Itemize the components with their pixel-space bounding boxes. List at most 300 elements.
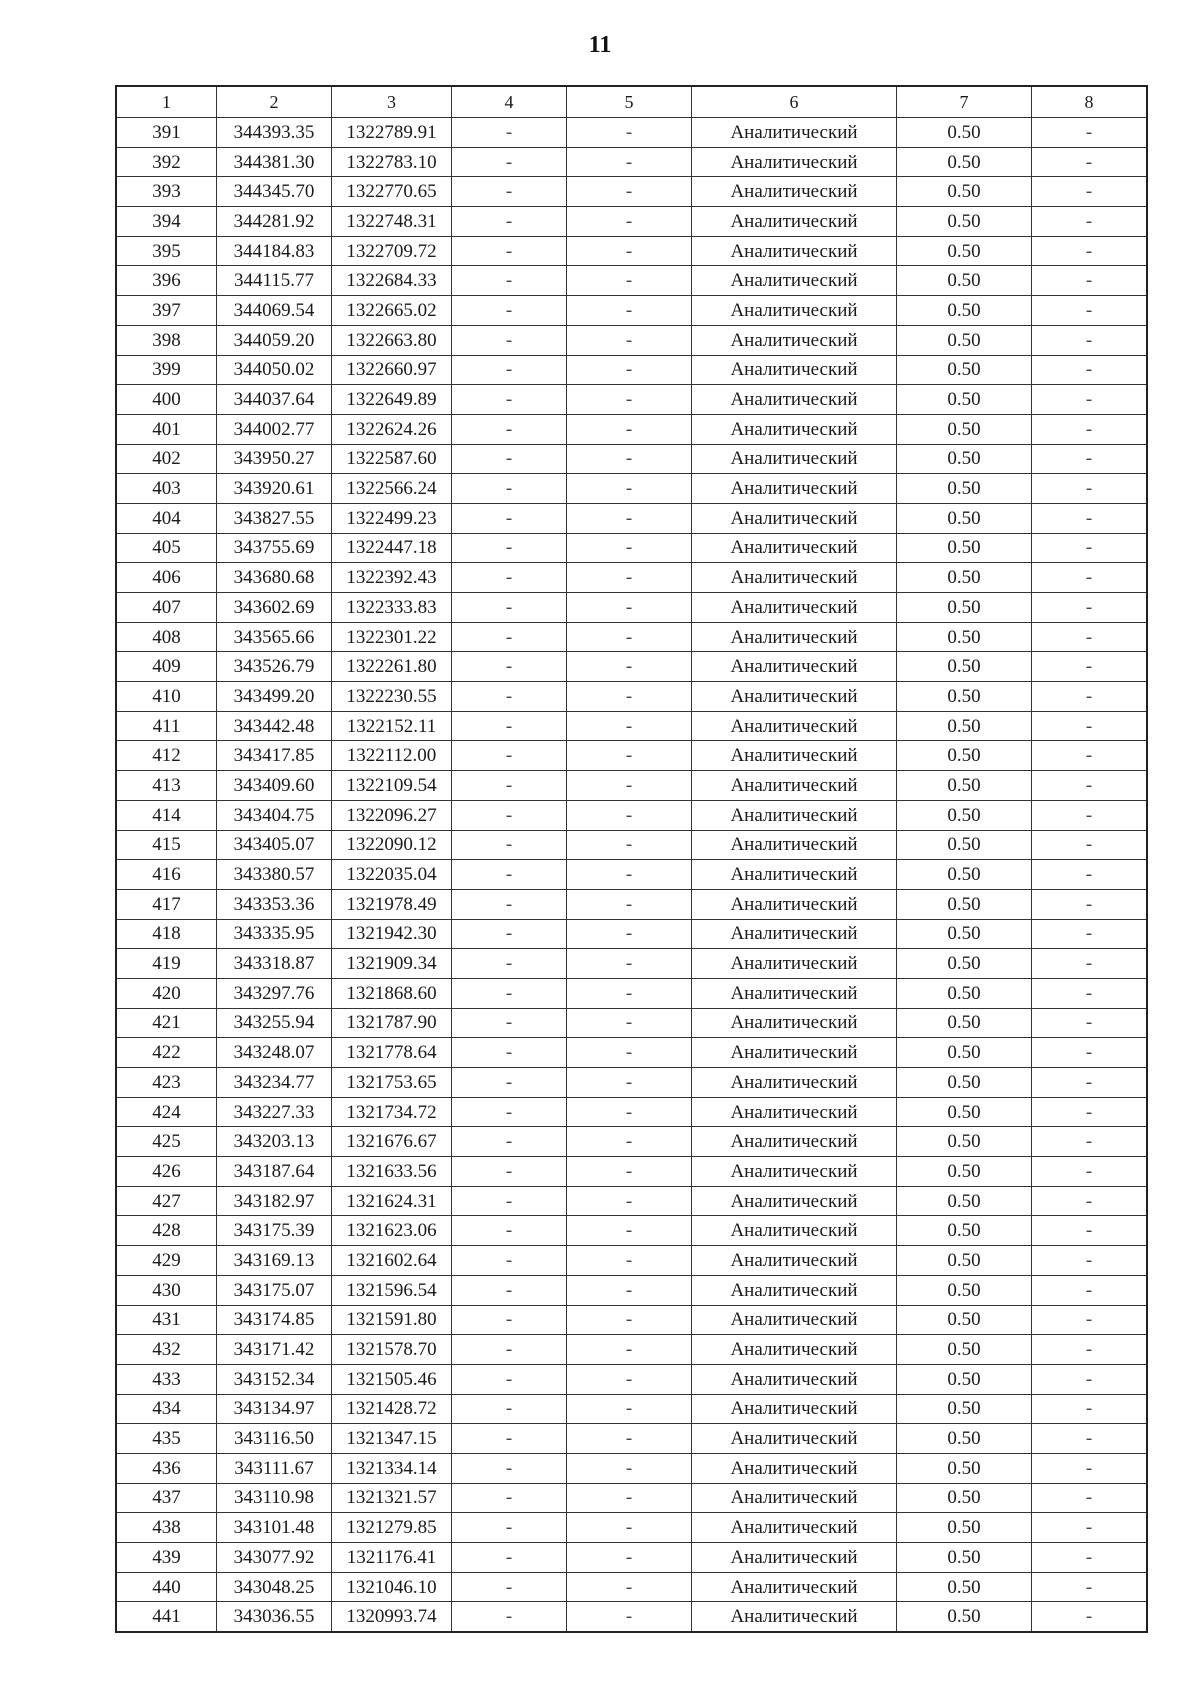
column-8-cell: - — [1032, 266, 1147, 296]
method-cell: Аналитический — [692, 889, 897, 919]
accuracy-cell: 0.50 — [897, 1097, 1032, 1127]
method-cell: Аналитический — [692, 652, 897, 682]
method-cell: Аналитический — [692, 682, 897, 712]
column-8-cell: - — [1032, 1038, 1147, 1068]
column-8-cell: - — [1032, 147, 1147, 177]
point-number-cell: 426 — [117, 1157, 217, 1187]
x-coordinate-cell: 343442.48 — [217, 711, 332, 741]
column-4-cell: - — [452, 593, 567, 623]
x-coordinate-cell: 343680.68 — [217, 563, 332, 593]
column-header: 8 — [1032, 87, 1147, 118]
column-5-cell: - — [567, 296, 692, 326]
table-row — [117, 503, 1147, 533]
column-5-cell: - — [567, 978, 692, 1008]
table-row — [117, 830, 1147, 860]
accuracy-cell: 0.50 — [897, 919, 1032, 949]
column-header: 3 — [332, 87, 452, 118]
y-coordinate-cell: 1322770.65 — [332, 177, 452, 207]
method-cell: Аналитический — [692, 503, 897, 533]
column-8-cell: - — [1032, 830, 1147, 860]
accuracy-cell: 0.50 — [897, 1364, 1032, 1394]
column-8-cell: - — [1032, 1572, 1147, 1602]
point-number-cell: 417 — [117, 889, 217, 919]
y-coordinate-cell: 1321734.72 — [332, 1097, 452, 1127]
table-row — [117, 1186, 1147, 1216]
column-8-cell: - — [1032, 860, 1147, 890]
point-number-cell: 416 — [117, 860, 217, 890]
column-4-cell: - — [452, 860, 567, 890]
x-coordinate-cell: 343234.77 — [217, 1068, 332, 1098]
column-4-cell: - — [452, 1543, 567, 1573]
x-coordinate-cell: 343409.60 — [217, 771, 332, 801]
method-cell: Аналитический — [692, 593, 897, 623]
point-number-cell: 421 — [117, 1008, 217, 1038]
table-row — [117, 1483, 1147, 1513]
method-cell: Аналитический — [692, 919, 897, 949]
column-4-cell: - — [452, 830, 567, 860]
column-4-cell: - — [452, 682, 567, 712]
column-4-cell: - — [452, 474, 567, 504]
column-5-cell: - — [567, 1008, 692, 1038]
column-4-cell: - — [452, 1305, 567, 1335]
table-header-row — [117, 87, 1147, 118]
column-8-cell: - — [1032, 207, 1147, 237]
column-5-cell: - — [567, 1424, 692, 1454]
x-coordinate-cell: 344069.54 — [217, 296, 332, 326]
point-number-cell: 429 — [117, 1246, 217, 1276]
column-8-cell: - — [1032, 1364, 1147, 1394]
table-row — [117, 1424, 1147, 1454]
x-coordinate-cell: 344050.02 — [217, 355, 332, 385]
y-coordinate-cell: 1322684.33 — [332, 266, 452, 296]
y-coordinate-cell: 1322261.80 — [332, 652, 452, 682]
y-coordinate-cell: 1321334.14 — [332, 1453, 452, 1483]
y-coordinate-cell: 1322152.11 — [332, 711, 452, 741]
column-5-cell: - — [567, 1246, 692, 1276]
x-coordinate-cell: 343101.48 — [217, 1513, 332, 1543]
y-coordinate-cell: 1321676.67 — [332, 1127, 452, 1157]
column-4-cell: - — [452, 296, 567, 326]
x-coordinate-cell: 343182.97 — [217, 1186, 332, 1216]
table-row — [117, 860, 1147, 890]
point-number-cell: 433 — [117, 1364, 217, 1394]
point-number-cell: 418 — [117, 919, 217, 949]
x-coordinate-cell: 343602.69 — [217, 593, 332, 623]
column-5-cell: - — [567, 1543, 692, 1573]
table-row — [117, 1394, 1147, 1424]
y-coordinate-cell: 1322035.04 — [332, 860, 452, 890]
column-5-cell: - — [567, 1335, 692, 1365]
column-5-cell: - — [567, 919, 692, 949]
column-5-cell: - — [567, 1097, 692, 1127]
y-coordinate-cell: 1321909.34 — [332, 949, 452, 979]
y-coordinate-cell: 1321321.57 — [332, 1483, 452, 1513]
table-row — [117, 563, 1147, 593]
column-4-cell: - — [452, 1513, 567, 1543]
method-cell: Аналитический — [692, 563, 897, 593]
accuracy-cell: 0.50 — [897, 1572, 1032, 1602]
table-row — [117, 118, 1147, 148]
y-coordinate-cell: 1321602.64 — [332, 1246, 452, 1276]
method-cell: Аналитический — [692, 622, 897, 652]
y-coordinate-cell: 1321591.80 — [332, 1305, 452, 1335]
column-4-cell: - — [452, 1246, 567, 1276]
y-coordinate-cell: 1321978.49 — [332, 889, 452, 919]
y-coordinate-cell: 1322660.97 — [332, 355, 452, 385]
point-number-cell: 425 — [117, 1127, 217, 1157]
y-coordinate-cell: 1321633.56 — [332, 1157, 452, 1187]
x-coordinate-cell: 343036.55 — [217, 1602, 332, 1632]
column-8-cell: - — [1032, 563, 1147, 593]
point-number-cell: 409 — [117, 652, 217, 682]
accuracy-cell: 0.50 — [897, 1305, 1032, 1335]
accuracy-cell: 0.50 — [897, 414, 1032, 444]
point-number-cell: 406 — [117, 563, 217, 593]
point-number-cell: 434 — [117, 1394, 217, 1424]
column-8-cell: - — [1032, 889, 1147, 919]
x-coordinate-cell: 343380.57 — [217, 860, 332, 890]
column-4-cell: - — [452, 355, 567, 385]
x-coordinate-cell: 343152.34 — [217, 1364, 332, 1394]
column-8-cell: - — [1032, 533, 1147, 563]
column-8-cell: - — [1032, 1424, 1147, 1454]
y-coordinate-cell: 1322499.23 — [332, 503, 452, 533]
method-cell: Аналитический — [692, 1127, 897, 1157]
table-row — [117, 1068, 1147, 1098]
y-coordinate-cell: 1321753.65 — [332, 1068, 452, 1098]
point-number-cell: 404 — [117, 503, 217, 533]
method-cell: Аналитический — [692, 385, 897, 415]
point-number-cell: 391 — [117, 118, 217, 148]
column-8-cell: - — [1032, 1068, 1147, 1098]
accuracy-cell: 0.50 — [897, 1038, 1032, 1068]
method-cell: Аналитический — [692, 325, 897, 355]
point-number-cell: 403 — [117, 474, 217, 504]
point-number-cell: 408 — [117, 622, 217, 652]
method-cell: Аналитический — [692, 978, 897, 1008]
method-cell: Аналитический — [692, 1305, 897, 1335]
point-number-cell: 435 — [117, 1424, 217, 1454]
column-8-cell: - — [1032, 1246, 1147, 1276]
y-coordinate-cell: 1322665.02 — [332, 296, 452, 326]
table-row — [117, 1364, 1147, 1394]
column-5-cell: - — [567, 1453, 692, 1483]
x-coordinate-cell: 343203.13 — [217, 1127, 332, 1157]
x-coordinate-cell: 343499.20 — [217, 682, 332, 712]
point-number-cell: 436 — [117, 1453, 217, 1483]
accuracy-cell: 0.50 — [897, 1186, 1032, 1216]
column-8-cell: - — [1032, 1275, 1147, 1305]
method-cell: Аналитический — [692, 177, 897, 207]
table-row — [117, 741, 1147, 771]
column-8-cell: - — [1032, 236, 1147, 266]
point-number-cell: 402 — [117, 444, 217, 474]
accuracy-cell: 0.50 — [897, 771, 1032, 801]
column-8-cell: - — [1032, 1216, 1147, 1246]
column-header: 2 — [217, 87, 332, 118]
table-row — [117, 1572, 1147, 1602]
y-coordinate-cell: 1322447.18 — [332, 533, 452, 563]
accuracy-cell: 0.50 — [897, 682, 1032, 712]
column-5-cell: - — [567, 147, 692, 177]
point-number-cell: 415 — [117, 830, 217, 860]
accuracy-cell: 0.50 — [897, 1424, 1032, 1454]
accuracy-cell: 0.50 — [897, 1008, 1032, 1038]
column-5-cell: - — [567, 771, 692, 801]
accuracy-cell: 0.50 — [897, 593, 1032, 623]
method-cell: Аналитический — [692, 207, 897, 237]
column-5-cell: - — [567, 414, 692, 444]
x-coordinate-cell: 344281.92 — [217, 207, 332, 237]
table-row — [117, 1543, 1147, 1573]
column-8-cell: - — [1032, 1453, 1147, 1483]
point-number-cell: 411 — [117, 711, 217, 741]
column-4-cell: - — [452, 1008, 567, 1038]
accuracy-cell: 0.50 — [897, 474, 1032, 504]
column-4-cell: - — [452, 1186, 567, 1216]
column-8-cell: - — [1032, 1097, 1147, 1127]
y-coordinate-cell: 1322649.89 — [332, 385, 452, 415]
accuracy-cell: 0.50 — [897, 385, 1032, 415]
coordinates-table — [116, 86, 1147, 1632]
method-cell: Аналитический — [692, 296, 897, 326]
column-4-cell: - — [452, 1483, 567, 1513]
method-cell: Аналитический — [692, 1097, 897, 1127]
column-5-cell: - — [567, 830, 692, 860]
accuracy-cell: 0.50 — [897, 563, 1032, 593]
column-8-cell: - — [1032, 622, 1147, 652]
column-5-cell: - — [567, 1602, 692, 1632]
y-coordinate-cell: 1322301.22 — [332, 622, 452, 652]
table-row — [117, 1602, 1147, 1632]
column-8-cell: - — [1032, 355, 1147, 385]
column-header: 5 — [567, 87, 692, 118]
column-5-cell: - — [567, 207, 692, 237]
column-4-cell: - — [452, 207, 567, 237]
table-row — [117, 949, 1147, 979]
column-8-cell: - — [1032, 800, 1147, 830]
accuracy-cell: 0.50 — [897, 1068, 1032, 1098]
point-number-cell: 423 — [117, 1068, 217, 1098]
table-row — [117, 1513, 1147, 1543]
method-cell: Аналитический — [692, 414, 897, 444]
accuracy-cell: 0.50 — [897, 1216, 1032, 1246]
method-cell: Аналитический — [692, 1335, 897, 1365]
x-coordinate-cell: 344381.30 — [217, 147, 332, 177]
method-cell: Аналитический — [692, 1246, 897, 1276]
method-cell: Аналитический — [692, 1216, 897, 1246]
method-cell: Аналитический — [692, 741, 897, 771]
y-coordinate-cell: 1321428.72 — [332, 1394, 452, 1424]
accuracy-cell: 0.50 — [897, 1602, 1032, 1632]
table-row — [117, 325, 1147, 355]
column-5-cell: - — [567, 800, 692, 830]
x-coordinate-cell: 344115.77 — [217, 266, 332, 296]
point-number-cell: 413 — [117, 771, 217, 801]
point-number-cell: 394 — [117, 207, 217, 237]
accuracy-cell: 0.50 — [897, 1157, 1032, 1187]
x-coordinate-cell: 343417.85 — [217, 741, 332, 771]
table-row — [117, 889, 1147, 919]
x-coordinate-cell: 343297.76 — [217, 978, 332, 1008]
column-4-cell: - — [452, 414, 567, 444]
column-8-cell: - — [1032, 1335, 1147, 1365]
column-4-cell: - — [452, 1216, 567, 1246]
y-coordinate-cell: 1321176.41 — [332, 1543, 452, 1573]
method-cell: Аналитический — [692, 533, 897, 563]
x-coordinate-cell: 343526.79 — [217, 652, 332, 682]
x-coordinate-cell: 343134.97 — [217, 1394, 332, 1424]
column-5-cell: - — [567, 474, 692, 504]
x-coordinate-cell: 343565.66 — [217, 622, 332, 652]
accuracy-cell: 0.50 — [897, 1275, 1032, 1305]
y-coordinate-cell: 1321596.54 — [332, 1275, 452, 1305]
x-coordinate-cell: 344393.35 — [217, 118, 332, 148]
method-cell: Аналитический — [692, 830, 897, 860]
point-number-cell: 407 — [117, 593, 217, 623]
table-row — [117, 919, 1147, 949]
y-coordinate-cell: 1322112.00 — [332, 741, 452, 771]
column-4-cell: - — [452, 622, 567, 652]
column-5-cell: - — [567, 1157, 692, 1187]
y-coordinate-cell: 1321868.60 — [332, 978, 452, 1008]
column-5-cell: - — [567, 622, 692, 652]
point-number-cell: 393 — [117, 177, 217, 207]
column-8-cell: - — [1032, 1127, 1147, 1157]
column-5-cell: - — [567, 563, 692, 593]
point-number-cell: 395 — [117, 236, 217, 266]
table-row — [117, 1097, 1147, 1127]
column-5-cell: - — [567, 1068, 692, 1098]
y-coordinate-cell: 1322709.72 — [332, 236, 452, 266]
table-row — [117, 444, 1147, 474]
table-row — [117, 296, 1147, 326]
accuracy-cell: 0.50 — [897, 147, 1032, 177]
method-cell: Аналитический — [692, 236, 897, 266]
accuracy-cell: 0.50 — [897, 296, 1032, 326]
column-5-cell: - — [567, 1127, 692, 1157]
column-5-cell: - — [567, 1483, 692, 1513]
column-4-cell: - — [452, 385, 567, 415]
column-4-cell: - — [452, 800, 567, 830]
point-number-cell: 412 — [117, 741, 217, 771]
method-cell: Аналитический — [692, 1602, 897, 1632]
y-coordinate-cell: 1322090.12 — [332, 830, 452, 860]
y-coordinate-cell: 1320993.74 — [332, 1602, 452, 1632]
method-cell: Аналитический — [692, 860, 897, 890]
table-row — [117, 771, 1147, 801]
table-row — [117, 207, 1147, 237]
x-coordinate-cell: 343169.13 — [217, 1246, 332, 1276]
column-8-cell: - — [1032, 652, 1147, 682]
column-8-cell: - — [1032, 385, 1147, 415]
column-5-cell: - — [567, 949, 692, 979]
x-coordinate-cell: 344059.20 — [217, 325, 332, 355]
y-coordinate-cell: 1321942.30 — [332, 919, 452, 949]
x-coordinate-cell: 343171.42 — [217, 1335, 332, 1365]
table-row — [117, 800, 1147, 830]
column-5-cell: - — [567, 1305, 692, 1335]
table-row — [117, 1127, 1147, 1157]
table-row — [117, 1008, 1147, 1038]
x-coordinate-cell: 343175.07 — [217, 1275, 332, 1305]
point-number-cell: 401 — [117, 414, 217, 444]
column-8-cell: - — [1032, 474, 1147, 504]
column-5-cell: - — [567, 385, 692, 415]
method-cell: Аналитический — [692, 118, 897, 148]
method-cell: Аналитический — [692, 444, 897, 474]
x-coordinate-cell: 343077.92 — [217, 1543, 332, 1573]
x-coordinate-cell: 343950.27 — [217, 444, 332, 474]
accuracy-cell: 0.50 — [897, 1483, 1032, 1513]
column-8-cell: - — [1032, 1602, 1147, 1632]
column-5-cell: - — [567, 177, 692, 207]
y-coordinate-cell: 1321787.90 — [332, 1008, 452, 1038]
column-5-cell: - — [567, 741, 692, 771]
column-4-cell: - — [452, 1572, 567, 1602]
x-coordinate-cell: 343318.87 — [217, 949, 332, 979]
table-row — [117, 533, 1147, 563]
accuracy-cell: 0.50 — [897, 177, 1032, 207]
point-number-cell: 441 — [117, 1602, 217, 1632]
table-row — [117, 236, 1147, 266]
x-coordinate-cell: 343187.64 — [217, 1157, 332, 1187]
point-number-cell: 405 — [117, 533, 217, 563]
table-row — [117, 1453, 1147, 1483]
method-cell: Аналитический — [692, 1157, 897, 1187]
column-5-cell: - — [567, 652, 692, 682]
x-coordinate-cell: 344037.64 — [217, 385, 332, 415]
column-5-cell: - — [567, 444, 692, 474]
accuracy-cell: 0.50 — [897, 622, 1032, 652]
accuracy-cell: 0.50 — [897, 889, 1032, 919]
column-8-cell: - — [1032, 325, 1147, 355]
column-8-cell: - — [1032, 1186, 1147, 1216]
table-row — [117, 385, 1147, 415]
column-4-cell: - — [452, 1127, 567, 1157]
column-8-cell: - — [1032, 949, 1147, 979]
x-coordinate-cell: 343116.50 — [217, 1424, 332, 1454]
column-8-cell: - — [1032, 444, 1147, 474]
y-coordinate-cell: 1322663.80 — [332, 325, 452, 355]
y-coordinate-cell: 1322587.60 — [332, 444, 452, 474]
y-coordinate-cell: 1321279.85 — [332, 1513, 452, 1543]
accuracy-cell: 0.50 — [897, 266, 1032, 296]
point-number-cell: 398 — [117, 325, 217, 355]
column-4-cell: - — [452, 1394, 567, 1424]
column-4-cell: - — [452, 1157, 567, 1187]
column-5-cell: - — [567, 503, 692, 533]
point-number-cell: 420 — [117, 978, 217, 1008]
method-cell: Аналитический — [692, 266, 897, 296]
table-row — [117, 177, 1147, 207]
column-8-cell: - — [1032, 1157, 1147, 1187]
accuracy-cell: 0.50 — [897, 741, 1032, 771]
x-coordinate-cell: 343353.36 — [217, 889, 332, 919]
accuracy-cell: 0.50 — [897, 355, 1032, 385]
accuracy-cell: 0.50 — [897, 325, 1032, 355]
table-row — [117, 474, 1147, 504]
accuracy-cell: 0.50 — [897, 1543, 1032, 1573]
point-number-cell: 397 — [117, 296, 217, 326]
column-4-cell: - — [452, 444, 567, 474]
accuracy-cell: 0.50 — [897, 533, 1032, 563]
column-4-cell: - — [452, 1335, 567, 1365]
point-number-cell: 440 — [117, 1572, 217, 1602]
column-8-cell: - — [1032, 771, 1147, 801]
method-cell: Аналитический — [692, 1424, 897, 1454]
table-row — [117, 1305, 1147, 1335]
